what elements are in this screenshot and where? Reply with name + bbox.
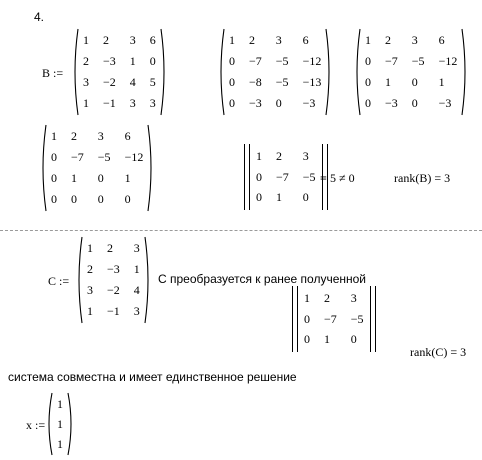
right-paren <box>144 236 151 324</box>
matrix-cell: 1 <box>256 149 262 163</box>
matrix-cell: 3 <box>350 291 357 305</box>
det-left-bar <box>292 286 293 352</box>
matrix-cell: 6 <box>438 33 445 47</box>
matrix-cell: 1 <box>83 96 89 110</box>
matrix-cell: 3 <box>129 33 136 47</box>
matrix-cell: 0 <box>365 54 371 68</box>
matrix-cell: −8 <box>249 75 262 89</box>
matrix-cell: −12 <box>124 150 144 164</box>
matrix-cell: 0 <box>256 190 262 205</box>
matrix-cell: 3 <box>133 304 140 318</box>
matrix-cell: 2 <box>71 129 77 143</box>
matrix-cell: 2 <box>87 262 93 276</box>
matrix-cell: −7 <box>385 54 398 68</box>
matrix-cell: 0 <box>149 54 156 68</box>
matrix-C-note: C преобразуется к ранее полученной <box>158 272 367 286</box>
matrix-cell: −3 <box>107 262 120 276</box>
matrix-cell: 2 <box>83 54 89 68</box>
matrix-B <box>72 28 167 116</box>
matrix-cell: 1 <box>51 129 57 143</box>
matrix-cell: −7 <box>71 150 84 164</box>
matrix-cell: 2 <box>324 291 330 305</box>
det-value: 5 ≠ 0 <box>330 171 355 185</box>
matrix-cell: 3 <box>87 283 93 297</box>
matrix-cell: 0 <box>229 96 235 110</box>
vector-x <box>46 392 74 456</box>
right-paren <box>67 392 74 456</box>
matrix-cell: 4 <box>129 75 136 89</box>
matrix-cell: 2 <box>276 149 282 163</box>
matrix-cell: 3 <box>83 75 89 89</box>
matrix-cell: −3 <box>385 96 398 110</box>
matrix-cell: −2 <box>103 75 116 89</box>
matrix-cell: 0 <box>51 150 57 164</box>
matrix-cell: 1 <box>365 33 371 47</box>
matrix-cell: 1 <box>133 262 140 276</box>
matrix-cell: 0 <box>411 96 418 110</box>
matrix-cell: 6 <box>124 129 131 143</box>
matrix-cell: 1 <box>385 75 391 89</box>
matrix-cell: 0 <box>229 75 235 89</box>
matrix-cell: 5 <box>149 75 156 89</box>
problem-number: 4. <box>34 10 45 24</box>
matrix-cell: 0 <box>304 311 310 326</box>
rank-B: rank(B) = 3 <box>394 171 451 185</box>
matrix-cell: 2 <box>385 33 391 47</box>
matrix-cell: 1 <box>129 54 136 68</box>
matrix-B-step2 <box>354 28 468 116</box>
matrix-cell: −3 <box>438 96 452 110</box>
matrix-cell: 0 <box>71 192 77 206</box>
det-left-bar <box>244 144 245 210</box>
matrix-cell: 4 <box>133 283 140 297</box>
conclusion-text: система совместна и имеет единственное решение <box>8 370 297 384</box>
right-paren <box>160 28 167 116</box>
matrix-cell: 0 <box>229 54 235 68</box>
det-right-bar <box>370 286 371 352</box>
matrix-cell: 3 <box>133 241 140 255</box>
matrix-cell: −7 <box>249 54 262 68</box>
matrix-cell: 1 <box>324 332 330 347</box>
matrix-cell: −12 <box>438 54 458 68</box>
matrix-cell: −1 <box>107 304 120 318</box>
left-paren <box>76 236 83 324</box>
matrix-cell: 0 <box>365 96 371 110</box>
matrix-cell: 0 <box>275 96 282 110</box>
matrix-cell: 1 <box>229 33 235 47</box>
matrix-cell: −7 <box>324 311 337 326</box>
right-paren <box>461 28 468 116</box>
matrix-cell: 0 <box>304 332 310 347</box>
matrix-cell: −7 <box>276 169 289 184</box>
matrix-cell: 3 <box>129 96 136 110</box>
matrix-cell: 1 <box>438 75 445 89</box>
left-paren <box>72 28 79 116</box>
matrix-cell: 0 <box>124 192 131 206</box>
matrix-cell: 0 <box>365 75 371 89</box>
matrix-cell: 0 <box>411 75 418 89</box>
matrix-cell: −3 <box>302 96 316 110</box>
matrix-cell: 1 <box>83 33 89 47</box>
matrix-cell: −3 <box>103 54 116 68</box>
matrix-cell: 3 <box>411 33 418 47</box>
det-minor-B <box>242 144 330 210</box>
section-divider <box>0 230 482 231</box>
matrix-cell: 6 <box>302 33 309 47</box>
matrix-cell: 1 <box>57 437 63 451</box>
matrix-B-step1 <box>218 28 332 116</box>
matrix-C-label: C := <box>48 274 70 288</box>
matrix-cell: 0 <box>97 171 104 185</box>
matrix-cell: 6 <box>149 33 156 47</box>
matrix-cell: −5 <box>350 311 364 326</box>
matrix-cell: −5 <box>97 150 111 164</box>
matrix-cell: −1 <box>103 96 116 110</box>
vector-x-label: x := <box>26 418 46 432</box>
left-paren <box>40 124 47 212</box>
matrix-cell: −5 <box>275 75 289 89</box>
matrix-cell: 1 <box>276 190 282 205</box>
matrix-cell: 1 <box>304 291 310 305</box>
matrix-C <box>76 236 151 324</box>
matrix-cell: 3 <box>97 129 104 143</box>
matrix-cell: 0 <box>51 171 57 185</box>
det-left-bar <box>249 144 250 210</box>
matrix-cell: 0 <box>302 190 309 205</box>
left-paren <box>46 392 53 456</box>
matrix-cell: 1 <box>57 397 63 411</box>
det-left-bar <box>297 286 298 352</box>
rank-C: rank(C) = 3 <box>410 345 467 359</box>
matrix-cell: −5 <box>411 54 425 68</box>
det-equals: = <box>320 171 327 185</box>
matrix-cell: 3 <box>302 149 309 163</box>
matrix-cell: 0 <box>97 192 104 206</box>
matrix-cell: 1 <box>124 171 131 185</box>
matrix-B-label: B := <box>42 66 64 80</box>
matrix-cell: 3 <box>149 96 156 110</box>
matrix-cell: 2 <box>249 33 255 47</box>
matrix-cell: 1 <box>57 417 63 431</box>
matrix-cell: 1 <box>87 304 93 318</box>
matrix-cell: −5 <box>302 169 316 184</box>
matrix-cell: 0 <box>256 169 262 184</box>
right-paren <box>147 124 154 212</box>
matrix-cell: 2 <box>107 241 113 255</box>
matrix-cell: 1 <box>87 241 93 255</box>
matrix-cell: 2 <box>103 33 109 47</box>
matrix-cell: −2 <box>107 283 120 297</box>
right-paren <box>325 28 332 116</box>
left-paren <box>218 28 225 116</box>
matrix-cell: −5 <box>275 54 289 68</box>
matrix-cell: 0 <box>350 332 357 347</box>
matrix-cell: −13 <box>302 75 322 89</box>
matrix-cell: 1 <box>71 171 77 185</box>
matrix-cell: 0 <box>51 192 57 206</box>
matrix-cell: 3 <box>275 33 282 47</box>
det-minor-C <box>290 286 378 352</box>
matrix-cell: −12 <box>302 54 322 68</box>
matrix-cell: −3 <box>249 96 262 110</box>
left-paren <box>354 28 361 116</box>
det-right-bar <box>375 286 376 352</box>
matrix-B-step3 <box>40 124 154 212</box>
